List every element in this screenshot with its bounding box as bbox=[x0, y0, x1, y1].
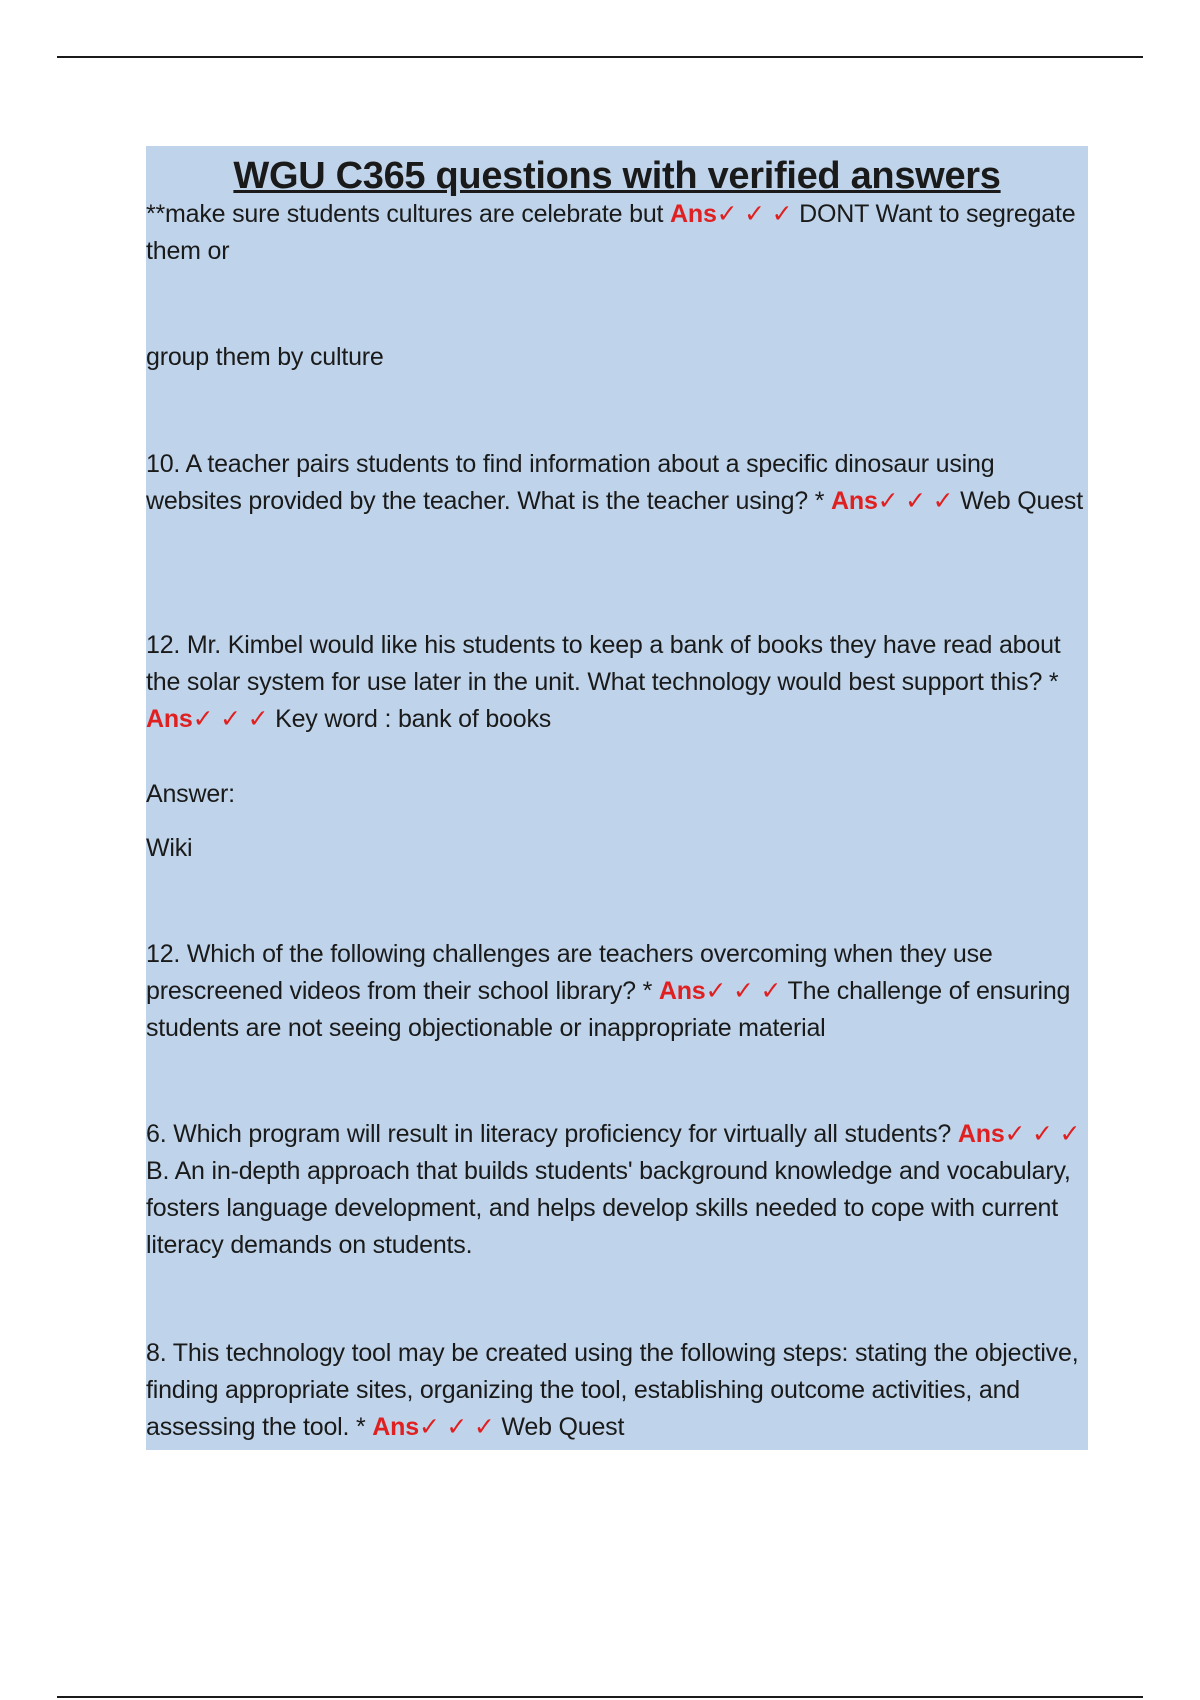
qa-extra-line bbox=[146, 776, 1088, 813]
question-text: 12. Which of the following challenges are teachers overcoming when they use prescreened videos from their school library? * bbox=[146, 940, 993, 1005]
qa-item bbox=[146, 446, 1088, 520]
qa-item bbox=[146, 196, 1088, 270]
answer-marker: Ans bbox=[831, 487, 878, 515]
qa-item bbox=[146, 1335, 1088, 1446]
answer-text: Web Quest bbox=[960, 487, 1083, 515]
check-marks: ✓ ✓ ✓ bbox=[716, 200, 793, 228]
header-rule bbox=[57, 56, 1143, 58]
qa-text bbox=[146, 1116, 1088, 1264]
question-text: 8. This technology tool may be created using the following steps: stating the objective, finding appropriate sites, organizing the tool, establishing outcome activities, and assessing the tool. * bbox=[146, 1339, 1079, 1441]
footer-rule bbox=[57, 1696, 1143, 1698]
qa-extra-line bbox=[146, 339, 1088, 376]
answer-text: Key word : bank of books bbox=[275, 705, 552, 733]
extra-text: Wiki bbox=[146, 834, 193, 862]
qa-text bbox=[146, 1335, 1088, 1446]
check-marks: ✓ ✓ ✓ bbox=[705, 977, 782, 1005]
qa-text bbox=[146, 196, 1088, 270]
qa-extra-line bbox=[146, 830, 1088, 867]
check-marks: ✓ ✓ ✓ bbox=[418, 1413, 495, 1441]
qa-item bbox=[146, 1116, 1088, 1264]
qa-item bbox=[146, 936, 1088, 1047]
document-title: WGU C365 questions with verified answers bbox=[233, 155, 1001, 197]
answer-text: DONT Want to segregate them or bbox=[146, 200, 1076, 265]
qa-text bbox=[146, 936, 1088, 1047]
answer-text: The challenge of ensuring students are not seeing objectionable or inappropriate material bbox=[146, 977, 1071, 1042]
check-marks: ✓ ✓ ✓ bbox=[192, 705, 269, 733]
extra-text: group them by culture bbox=[146, 343, 384, 371]
question-text: 6. Which program will result in literacy proficiency for virtually all students? bbox=[146, 1120, 952, 1148]
document-body bbox=[146, 146, 1088, 1450]
answer-marker: Ans bbox=[146, 705, 193, 733]
question-text: **make sure students cultures are celebrate but bbox=[146, 200, 664, 228]
answer-marker: Ans bbox=[670, 200, 717, 228]
qa-text bbox=[146, 627, 1088, 738]
check-marks: ✓ ✓ ✓ bbox=[1004, 1120, 1081, 1148]
question-text: 10. A teacher pairs students to find information about a specific dinosaur using websites provided by the teacher. What is the teacher using? * bbox=[146, 450, 995, 515]
qa-item bbox=[146, 627, 1088, 738]
qa-text bbox=[146, 446, 1088, 520]
answer-marker: Ans bbox=[658, 977, 706, 1005]
extra-text: Answer: bbox=[146, 780, 235, 808]
check-marks: ✓ ✓ ✓ bbox=[877, 487, 954, 515]
answer-text: B. An in-depth approach that builds students' background knowledge and vocabulary, fosters language development, and helps develop skills needed to cope with current literacy demands on students. bbox=[146, 1157, 1071, 1259]
answer-marker: Ans bbox=[957, 1120, 1005, 1148]
answer-marker: Ans bbox=[372, 1413, 419, 1441]
answer-text: Web Quest bbox=[501, 1413, 625, 1441]
question-text: 12. Mr. Kimbel would like his students to keep a bank of books they have read about the solar system for use later in the unit. What technology would best support this? * bbox=[146, 631, 1061, 696]
